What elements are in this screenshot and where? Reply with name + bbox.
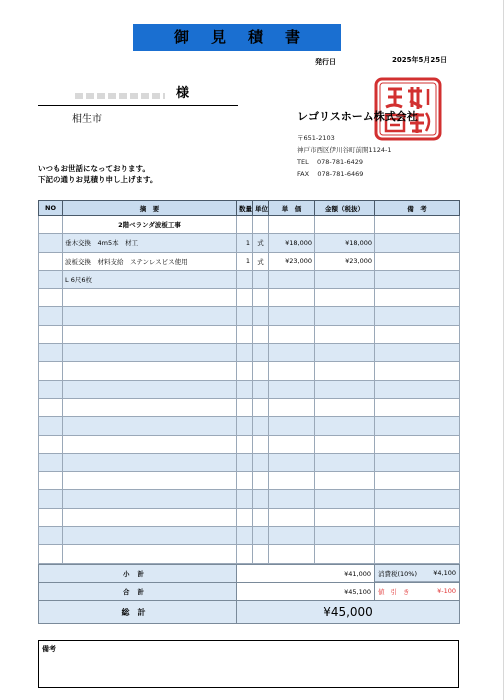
cell-summary[interactable] — [63, 435, 237, 453]
table-row — [39, 307, 460, 325]
cell-amount[interactable] — [315, 417, 375, 435]
cell-remarks[interactable] — [375, 417, 460, 435]
cell-amount[interactable] — [315, 453, 375, 471]
grand-total-row — [39, 601, 460, 624]
tax-cell — [375, 565, 460, 583]
cell-summary[interactable] — [63, 362, 237, 380]
cell-summary[interactable] — [63, 545, 237, 563]
cell-amount[interactable] — [315, 307, 375, 325]
cell-no[interactable] — [39, 380, 63, 398]
cell-no[interactable] — [39, 417, 63, 435]
discount-value: ¥-100 — [437, 587, 456, 595]
cell-remarks[interactable] — [375, 325, 460, 343]
header-qty: 数量 — [237, 201, 253, 216]
cell-amount[interactable] — [315, 527, 375, 545]
cell-unit[interactable] — [253, 527, 269, 545]
cell-summary[interactable] — [63, 527, 237, 545]
cell-no[interactable] — [39, 307, 63, 325]
issuer-fax-line — [297, 168, 392, 180]
cell-unit[interactable]: 式 — [253, 252, 269, 270]
totals-table — [38, 564, 460, 624]
cell-amount[interactable] — [315, 362, 375, 380]
cell-summary[interactable] — [63, 417, 237, 435]
discount-label: 値引き — [378, 588, 416, 596]
cell-unit[interactable] — [253, 545, 269, 563]
cell-amount[interactable] — [315, 490, 375, 508]
cell-summary[interactable] — [63, 325, 237, 343]
cell-qty[interactable] — [237, 362, 253, 380]
table-row — [39, 435, 460, 453]
cell-remarks[interactable] — [375, 435, 460, 453]
issuer-company-name: レゴリスホーム株式会社 — [297, 110, 418, 123]
notes-box[interactable] — [38, 640, 459, 688]
cell-no[interactable] — [39, 344, 63, 362]
table-row — [39, 472, 460, 490]
table-row — [39, 252, 460, 270]
tax-value: ¥4,100 — [433, 569, 456, 577]
table-row — [39, 527, 460, 545]
table-row — [39, 380, 460, 398]
cell-unit[interactable] — [253, 435, 269, 453]
cell-unit[interactable] — [253, 508, 269, 526]
cell-remarks[interactable] — [375, 234, 460, 252]
issuer-address: 神戸市西区伊川谷町前開1124-1 — [297, 146, 392, 154]
cell-remarks[interactable] — [375, 362, 460, 380]
cell-unit[interactable] — [253, 472, 269, 490]
cell-amount[interactable]: ¥23,000 — [315, 252, 375, 270]
cell-qty[interactable] — [237, 453, 253, 471]
table-row — [39, 398, 460, 416]
table-header-row — [39, 201, 460, 216]
cell-price[interactable] — [269, 307, 315, 325]
cell-remarks[interactable] — [375, 270, 460, 288]
cell-remarks[interactable] — [375, 344, 460, 362]
cell-qty[interactable] — [237, 344, 253, 362]
table-row — [39, 417, 460, 435]
greeting-text — [38, 163, 157, 185]
issuer-postal: 〒651-2103 — [297, 134, 335, 142]
cell-summary[interactable] — [63, 472, 237, 490]
header-summary: 摘 要 — [63, 201, 237, 216]
cell-summary[interactable] — [63, 490, 237, 508]
cell-qty[interactable] — [237, 270, 253, 288]
cell-qty[interactable] — [237, 435, 253, 453]
cell-remarks[interactable] — [375, 508, 460, 526]
table-row — [39, 490, 460, 508]
cell-qty[interactable] — [237, 216, 253, 234]
issue-date: 2025年5月25日 — [392, 56, 448, 64]
cell-qty[interactable] — [237, 380, 253, 398]
cell-price[interactable] — [269, 453, 315, 471]
cell-price[interactable] — [269, 380, 315, 398]
header-price: 単 価 — [269, 201, 315, 216]
cell-price[interactable]: ¥18,000 — [269, 234, 315, 252]
tax-label: 消費税(10%) — [378, 570, 418, 578]
cell-price[interactable] — [269, 435, 315, 453]
header-remarks: 備 考 — [375, 201, 460, 216]
cell-no[interactable] — [39, 325, 63, 343]
cell-price[interactable] — [269, 344, 315, 362]
greeting-line-1: いつもお世話になっております。 — [38, 164, 150, 173]
table-row — [39, 325, 460, 343]
cell-summary[interactable] — [63, 289, 237, 307]
cell-summary[interactable] — [63, 307, 237, 325]
cell-unit[interactable] — [253, 344, 269, 362]
cell-no[interactable] — [39, 545, 63, 563]
cell-summary[interactable] — [63, 380, 237, 398]
cell-price[interactable]: ¥23,000 — [269, 252, 315, 270]
cell-price[interactable] — [269, 490, 315, 508]
cell-price[interactable] — [269, 508, 315, 526]
table-row — [39, 508, 460, 526]
cell-summary[interactable]: L 6尺6枚 — [63, 270, 237, 288]
issuer-tel-line — [297, 156, 392, 168]
cell-qty[interactable] — [237, 527, 253, 545]
table-row — [39, 270, 460, 288]
cell-amount[interactable] — [315, 508, 375, 526]
recipient-underline — [38, 105, 238, 106]
subtotal-value: ¥41,000 — [237, 565, 375, 583]
cell-qty[interactable] — [237, 472, 253, 490]
cell-unit[interactable] — [253, 398, 269, 416]
subtotal-row — [39, 565, 460, 583]
cell-no[interactable] — [39, 234, 63, 252]
cell-qty[interactable] — [237, 417, 253, 435]
cell-price[interactable] — [269, 362, 315, 380]
table-row — [39, 289, 460, 307]
cell-remarks[interactable] — [375, 490, 460, 508]
document-title: 御見積書 — [133, 24, 341, 51]
cell-qty[interactable] — [237, 508, 253, 526]
cell-qty[interactable] — [237, 289, 253, 307]
grand-total-value: ¥45,000 — [237, 601, 460, 624]
cell-qty[interactable] — [237, 307, 253, 325]
recipient-honorific: 様 — [176, 86, 190, 101]
cell-remarks[interactable] — [375, 380, 460, 398]
cell-remarks[interactable] — [375, 398, 460, 416]
cell-qty[interactable] — [237, 398, 253, 416]
cell-no[interactable] — [39, 362, 63, 380]
grand-total-label: 総計 — [39, 601, 237, 624]
issuer-tel: 078-781-6429 — [316, 158, 364, 166]
cell-no[interactable] — [39, 508, 63, 526]
cell-summary[interactable] — [63, 398, 237, 416]
table-row — [39, 216, 460, 234]
cell-remarks[interactable] — [375, 216, 460, 234]
cell-summary[interactable] — [63, 453, 237, 471]
table-row — [39, 234, 460, 252]
cell-no[interactable] — [39, 270, 63, 288]
issuer-tel-label: TEL — [297, 158, 309, 166]
total-value: ¥45,100 — [237, 583, 375, 601]
cell-price[interactable] — [269, 417, 315, 435]
table-row — [39, 362, 460, 380]
cell-unit[interactable] — [253, 453, 269, 471]
cell-price[interactable] — [269, 216, 315, 234]
cell-amount[interactable] — [315, 289, 375, 307]
cell-amount[interactable] — [315, 380, 375, 398]
line-items-table — [38, 200, 460, 582]
header-amount: 金額（税抜） — [315, 201, 375, 216]
cell-remarks[interactable] — [375, 527, 460, 545]
cell-unit[interactable] — [253, 380, 269, 398]
greeting-line-2: 下記の通りお見積り申し上げます。 — [38, 175, 158, 184]
header-unit: 単位 — [253, 201, 269, 216]
cell-summary[interactable] — [63, 508, 237, 526]
cell-unit[interactable] — [253, 417, 269, 435]
cell-remarks[interactable] — [375, 289, 460, 307]
cell-remarks[interactable] — [375, 472, 460, 490]
cell-qty[interactable] — [237, 325, 253, 343]
cell-qty[interactable] — [237, 545, 253, 563]
cell-remarks[interactable] — [375, 545, 460, 563]
header-no: NO — [39, 201, 63, 216]
cell-qty[interactable] — [237, 490, 253, 508]
cell-price[interactable] — [269, 398, 315, 416]
cell-no[interactable] — [39, 453, 63, 471]
cell-no[interactable] — [39, 435, 63, 453]
total-row — [39, 583, 460, 601]
table-row — [39, 344, 460, 362]
cell-qty[interactable]: 1 — [237, 252, 253, 270]
cell-amount[interactable] — [315, 472, 375, 490]
cell-summary[interactable]: 波板交換 材料支給 ステンレスビス使用 — [63, 252, 237, 270]
cell-amount[interactable] — [315, 325, 375, 343]
cell-unit[interactable] — [253, 325, 269, 343]
issuer-contact-block — [297, 132, 392, 180]
cell-unit[interactable] — [253, 362, 269, 380]
cell-summary[interactable]: 2階ベランダ波板工事 — [63, 216, 237, 234]
issuer-fax-label: FAX — [297, 170, 310, 178]
cell-unit[interactable]: 式 — [253, 234, 269, 252]
cell-unit[interactable] — [253, 307, 269, 325]
cell-amount[interactable] — [315, 270, 375, 288]
cell-no[interactable] — [39, 398, 63, 416]
cell-unit[interactable] — [253, 216, 269, 234]
cell-no[interactable] — [39, 289, 63, 307]
cell-unit[interactable] — [253, 289, 269, 307]
recipient-name-blurred — [75, 93, 165, 99]
cell-amount[interactable]: ¥18,000 — [315, 234, 375, 252]
cell-unit[interactable] — [253, 270, 269, 288]
cell-amount[interactable] — [315, 545, 375, 563]
cell-amount[interactable] — [315, 216, 375, 234]
cell-price[interactable] — [269, 545, 315, 563]
cell-price[interactable] — [269, 527, 315, 545]
discount-cell — [375, 583, 460, 601]
cell-no[interactable] — [39, 216, 63, 234]
cell-no[interactable] — [39, 490, 63, 508]
cell-no[interactable] — [39, 527, 63, 545]
recipient-city: 相生市 — [72, 114, 102, 125]
notes-label: 備考 — [42, 645, 56, 653]
cell-remarks[interactable] — [375, 307, 460, 325]
cell-amount[interactable] — [315, 435, 375, 453]
issuer-fax: 078-781-6469 — [317, 170, 364, 178]
cell-amount[interactable] — [315, 344, 375, 362]
cell-no[interactable] — [39, 472, 63, 490]
cell-remarks[interactable] — [375, 252, 460, 270]
table-row — [39, 453, 460, 471]
cell-summary[interactable] — [63, 344, 237, 362]
cell-no[interactable] — [39, 252, 63, 270]
cell-qty[interactable]: 1 — [237, 234, 253, 252]
table-row — [39, 545, 460, 563]
total-label: 合計 — [39, 583, 237, 601]
cell-unit[interactable] — [253, 490, 269, 508]
cell-price[interactable] — [269, 325, 315, 343]
cell-price[interactable] — [269, 270, 315, 288]
cell-amount[interactable] — [315, 398, 375, 416]
cell-price[interactable] — [269, 472, 315, 490]
issue-date-label: 発行日 — [315, 58, 336, 66]
subtotal-label: 小計 — [39, 565, 237, 583]
cell-summary[interactable]: 垂木交換 4m5本 材工 — [63, 234, 237, 252]
cell-price[interactable] — [269, 289, 315, 307]
cell-remarks[interactable] — [375, 453, 460, 471]
